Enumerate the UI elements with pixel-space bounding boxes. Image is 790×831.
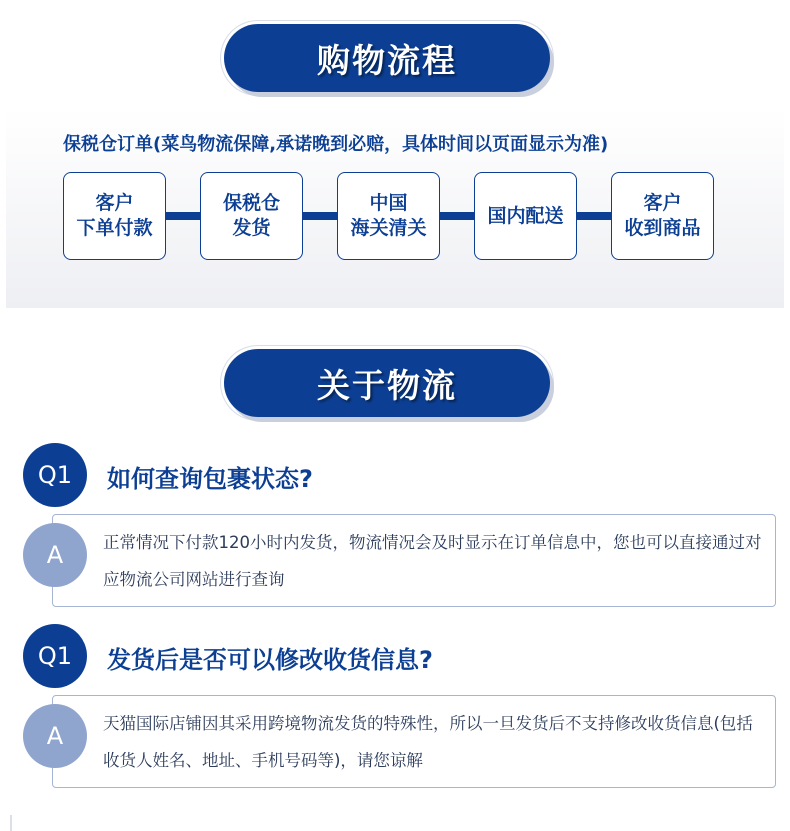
bonded-warehouse-note: 保税仓订单(菜鸟物流保障,承诺晚到必赔，具体时间以页面显示为准) [63, 134, 609, 155]
step-order-payment [63, 172, 166, 260]
step-label-line2: 发货 [232, 217, 271, 239]
step-label-line1: 客户 [643, 192, 682, 214]
question-text: 如何查询包裹状态? [107, 465, 313, 493]
step-bonded-shipping [200, 172, 303, 260]
step-domestic-delivery [474, 172, 577, 260]
step-label-line1: 国内配送 [487, 204, 564, 227]
step-label-line1: 客户 [95, 192, 134, 214]
answer-badge: A [23, 523, 87, 587]
step-label-line1: 保税仓 [222, 192, 280, 214]
question-text: 发货后是否可以修改收货信息? [107, 646, 433, 674]
shopping-process-title: 购物流程 [224, 24, 550, 92]
question-badge: Q1 [23, 443, 87, 507]
logistics-title: 关于物流 [224, 349, 550, 417]
answer-text: 天猫国际店铺因其采用跨境物流发货的特殊性，所以一旦发货后不支持修改收货信息(包括收货人姓名、地址、手机号码等)，请您谅解 [103, 714, 753, 770]
page-edge-divider [10, 815, 12, 831]
step-customs-clearance [337, 172, 440, 260]
step-label-line2: 海关清关 [350, 217, 427, 239]
step-customer-receives [611, 172, 714, 260]
step-label-line2: 收到商品 [624, 217, 701, 239]
answer-text: 正常情况下付款120小时内发货，物流情况会及时显示在订单信息中，您也可以直接通过对应物流公司网站进行查询 [103, 533, 762, 589]
answer-badge: A [23, 704, 87, 768]
step-label-line2: 下单付款 [76, 217, 153, 239]
step-label-line1: 中国 [369, 192, 408, 214]
question-badge: Q1 [23, 624, 87, 688]
